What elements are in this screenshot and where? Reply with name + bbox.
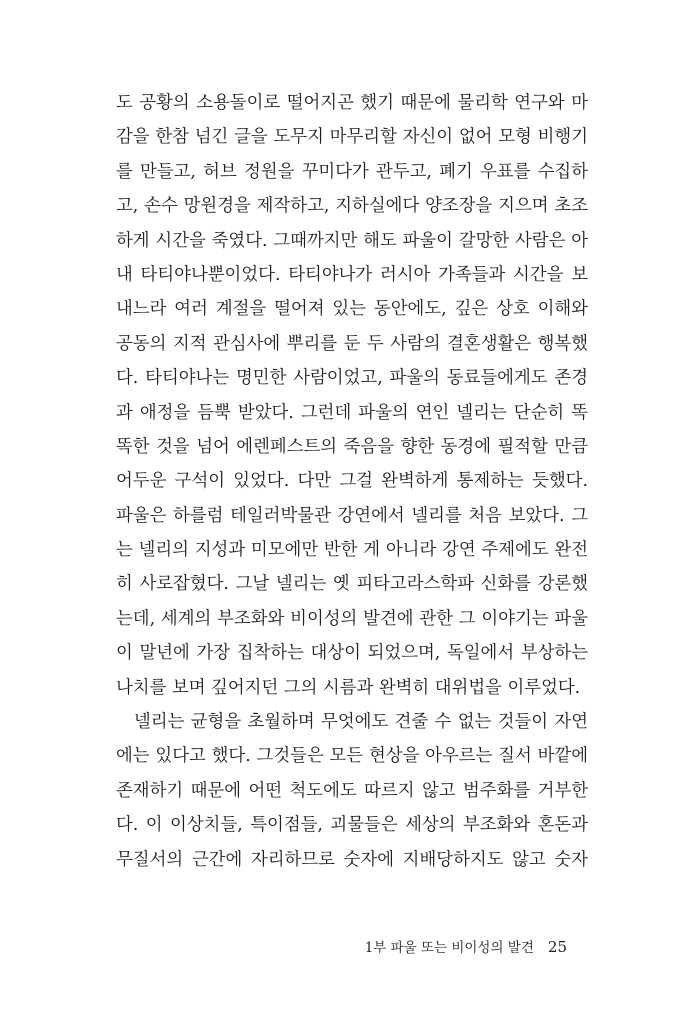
page-number: 25 [547,938,567,956]
text-line: 공동의 지적 관심사에 뿌리를 둔 두 사람의 결혼생활은 행복했 [116,333,588,354]
running-title: 1부 파울 또는 비이성의 발견 [364,940,534,956]
text-line: 나치를 보며 깊어지던 그의 시름과 완벽히 대위법을 이루었다. [116,677,581,698]
text-line: 도 공황의 소용돌이로 떨어지곤 했기 때문에 물리학 연구와 마 [116,93,588,113]
running-footer [365,938,567,957]
text-line: 과 애정을 듬뿍 받았다. 그런데 파울의 연인 넬리는 단순히 똑 [116,402,588,423]
text-line: 다. 이 이상치들, 특이점들, 괴물들은 세상의 부조화와 혼돈과 [116,815,588,836]
text-line: 고, 손수 망원경을 제작하고, 지하실에다 양조장을 지으며 초조 [116,196,588,217]
text-line: 이 말년에 가장 집착하는 대상이 되었으며, 독일에서 부상하는 [116,643,588,664]
text-line: 파울은 하를럼 테일러박물관 강연에서 넬리를 처음 보았다. 그 [116,505,588,526]
body-text [116,86,588,877]
text-line: 에는 있다고 했다. 그것들은 모든 현상을 아우르는 질서 바깥에 [116,746,588,767]
text-line: 존재하기 때문에 어떤 척도에도 따르지 않고 범주화를 거부한 [116,780,588,801]
text-line: 내 타티야나뿐이었다. 타티야나가 러시아 가족들과 시간을 보 [116,264,588,285]
text-line: 는데, 세계의 부조화와 비이성의 발견에 관한 그 이야기는 파울 [116,608,588,629]
text-line: 는 넬리의 지성과 미모에만 반한 게 아니라 강연 주제에도 완전 [116,540,588,561]
text-line: 넬리는 균형을 초월하며 무엇에도 견줄 수 없는 것들이 자연 [134,712,588,733]
text-line: 다. 타티야나는 명민한 사람이었고, 파울의 동료들에게도 존경 [116,368,588,389]
text-line: 를 만들고, 허브 정원을 꾸미다가 관두고, 폐기 우표를 수집하 [116,161,588,182]
text-line: 히 사로잡혔다. 그날 넬리는 옛 피타고라스학파 신화를 강론했 [116,574,588,595]
text-line: 어두운 구석이 있었다. 다만 그걸 완벽하게 통제하는 듯했다. [116,471,588,492]
text-line: 무질서의 근간에 자리하므로 숫자에 지배당하지도 않고 숫자 [116,849,588,870]
text-line: 감을 한참 넘긴 글을 도무지 마무리할 자신이 없어 모형 비행기 [116,127,588,148]
text-line: 내느라 여러 계절을 떨어져 있는 동안에도, 깊은 상호 이해와 [116,299,588,320]
text-line: 똑한 것을 넘어 에렌페스트의 죽음을 향한 동경에 필적할 만큼 [116,436,588,457]
text-line: 하게 시간을 죽였다. 그때까지만 해도 파울이 갈망한 사람은 아 [116,230,588,251]
